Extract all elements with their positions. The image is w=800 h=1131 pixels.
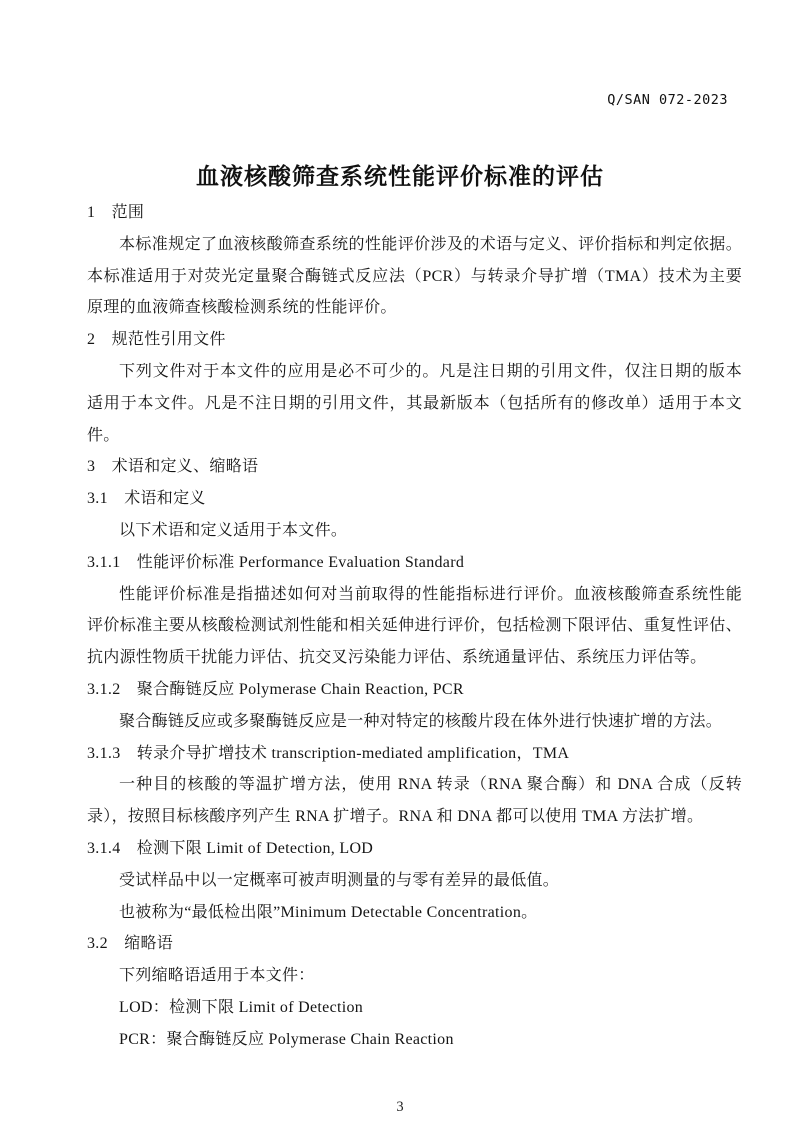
page-number: 3: [396, 1099, 404, 1115]
text-line: 抗内源性物质干扰能力评估、抗交叉污染能力评估、系统通量评估、系统压力评估等。: [87, 649, 707, 667]
text-line: 聚合酶链反应或多聚酶链反应是一种对特定的核酸片段在体外进行快速扩增的方法。: [119, 712, 723, 730]
text-line: 下列文件对于本文件的应用是必不可少的。凡是注日期的引用文件，仅注日期的版本: [119, 362, 742, 380]
section-heading: 3.1 术语和定义: [87, 490, 206, 508]
text-line: PCR：聚合酶链反应 Polymerase Chain Reaction: [119, 1030, 454, 1048]
text-line: 以下术语和定义适用于本文件。: [119, 521, 348, 539]
text-line: 录），按照目标核酸序列产生 RNA 扩增子。RNA 和 DNA 都可以使用 TMA 方法扩增。: [87, 808, 704, 826]
section-heading: 3 术语和定义、缩略语: [87, 458, 259, 476]
section-heading: 3.1.2 聚合酶链反应 Polymerase Chain Reaction, PCR: [87, 680, 464, 698]
section-heading: 3.1.4 检测下限 Limit of Detection, LOD: [87, 839, 374, 857]
section-heading: 3.1.1 性能评价标准 Performance Evaluation Standard: [87, 553, 465, 571]
text-line: 性能评价标准是指描述如何对当前取得的性能指标进行评价。血液核酸筛查系统性能: [119, 585, 742, 603]
text-line: 也被称为“最低检出限”Minimum Detectable Concentration。: [119, 903, 538, 921]
text-line: 一种目的核酸的等温扩增方法，使用 RNA 转录（RNA 聚合酶）和 DNA 合成（反转: [119, 776, 742, 794]
section-heading: 1 范围: [87, 204, 145, 221]
text-line: LOD：检测下限 Limit of Detection: [119, 998, 364, 1016]
text-line: 件。: [87, 426, 120, 444]
text-line: 本标准规定了血液核酸筛查系统的性能评价涉及的术语与定义、评价指标和判定依据。: [119, 235, 742, 253]
text-line: 受试样品中以一定概率可被声明测量的与零有差异的最低值。: [119, 871, 560, 889]
text-line: 下列缩略语适用于本文件：: [119, 967, 315, 985]
document-body: [87, 197, 742, 1056]
section-heading: 3.1.3 转录介导扩增技术 transcription-mediated amplification，TMA: [87, 744, 570, 762]
text-line: 适用于本文件。凡是不注日期的引用文件，其最新版本（包括所有的修改单）适用于本文: [87, 394, 742, 412]
text-line: 原理的血液筛查核酸检测系统的性能评价。: [87, 299, 397, 317]
section-heading: 3.2 缩略语: [87, 935, 174, 953]
text-line: 本标准适用于对荧光定量聚合酶链式反应法（PCR）与转录介导扩增（TMA）技术为主要: [87, 267, 742, 285]
text-line: 评价标准主要从核酸检测试剂性能和相关延伸进行评价，包括检测下限评估、重复性评估、: [87, 617, 742, 635]
document-code: Q/SAN 072-2023: [607, 92, 728, 108]
section-heading: 2 规范性引用文件: [87, 331, 226, 349]
document-title: 血液核酸筛查系统性能评价标准的评估: [196, 164, 604, 189]
